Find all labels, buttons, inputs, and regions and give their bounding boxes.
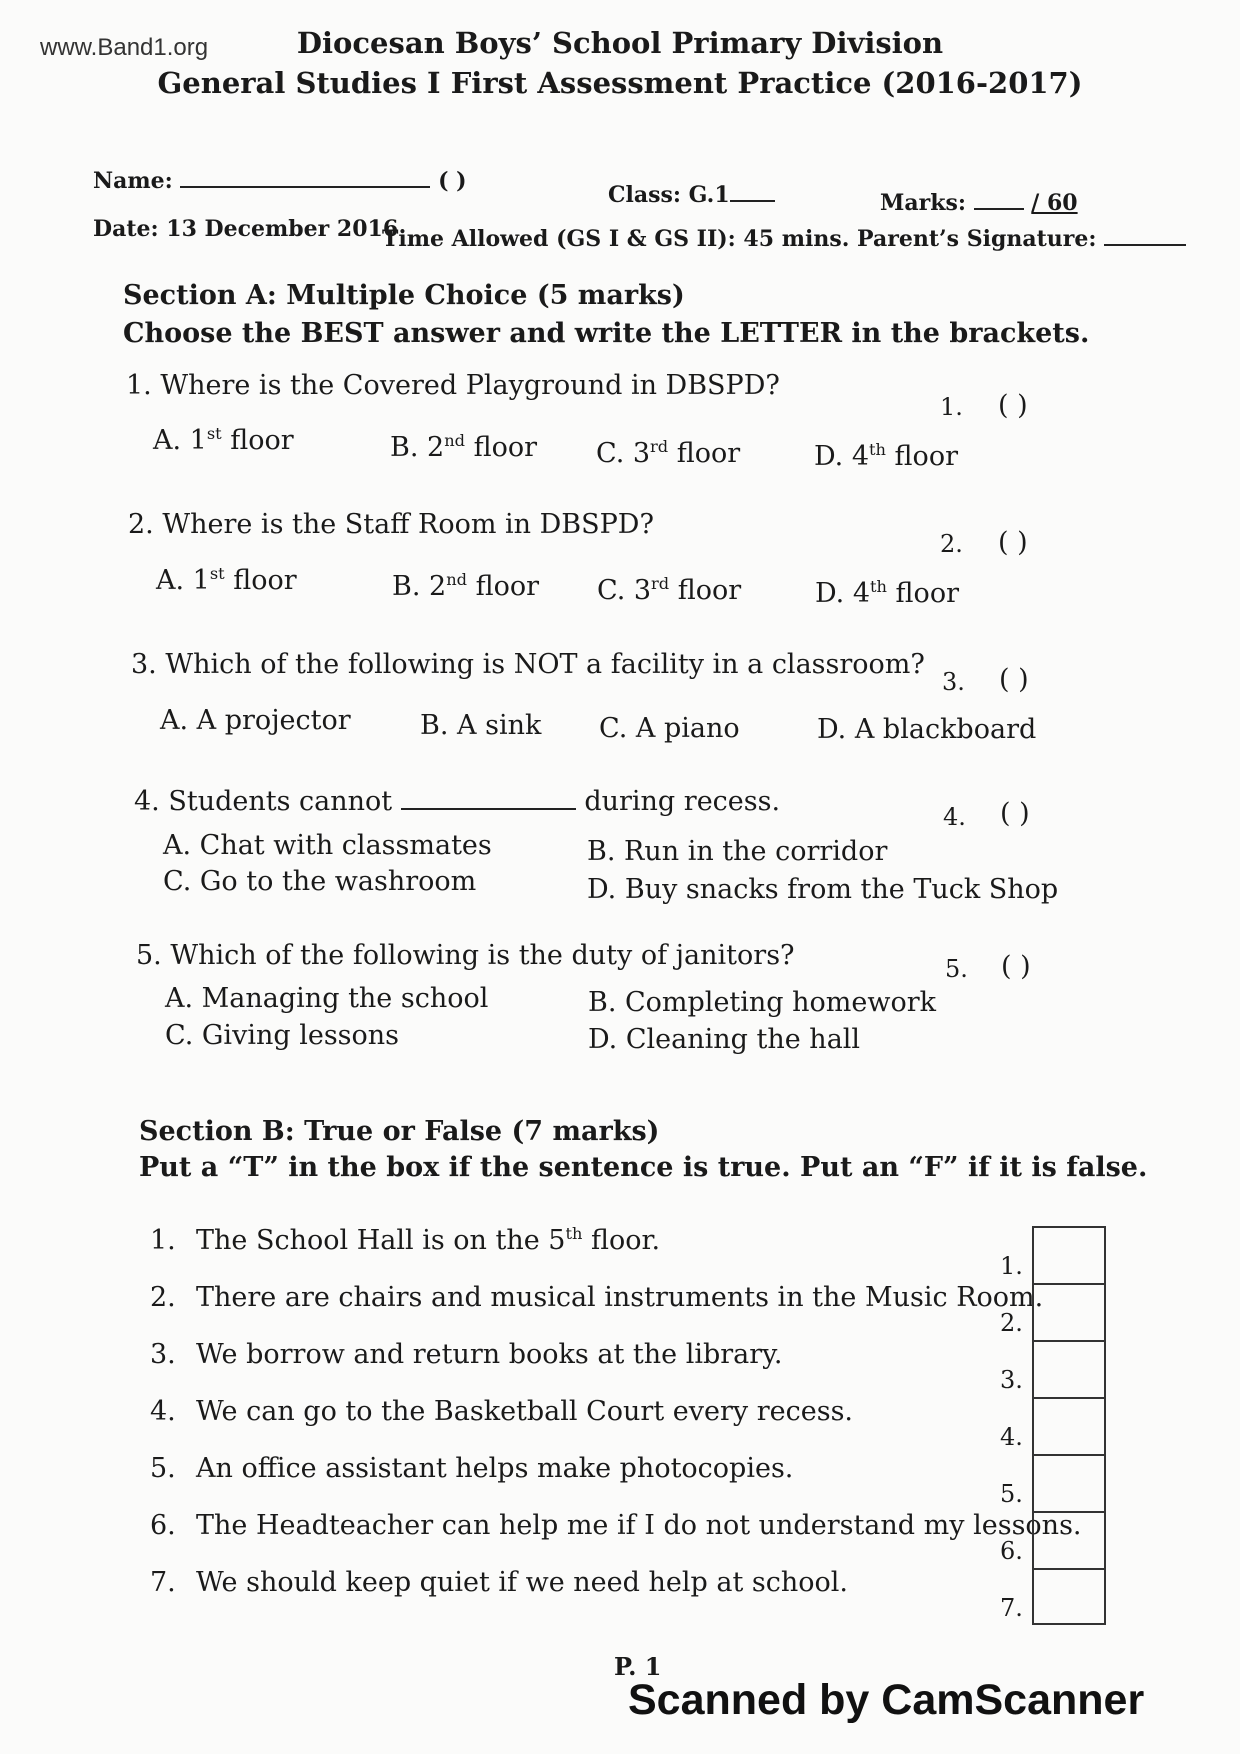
- question-4: 4. Students cannot during recess.: [134, 786, 781, 817]
- tf-item-1: 1. The School Hall is on the 5th floor.: [150, 1224, 661, 1256]
- name-label: Name:: [93, 168, 173, 194]
- box-number-2: 2.: [1000, 1309, 1023, 1337]
- q5-option-a: A. Managing the school: [165, 983, 489, 1014]
- tf-item-2: 2. There are chairs and musical instruments in the Music Room.: [150, 1282, 1044, 1313]
- question-3: 3. Which of the following is NOT a facility in a classroom?: [131, 649, 925, 680]
- answer-bracket-3[interactable]: ( ): [999, 664, 1029, 695]
- box-number-7: 7.: [1000, 1594, 1023, 1622]
- answer-number-1: 1.: [940, 393, 963, 421]
- section-a-title: Section A: Multiple Choice (5 marks): [123, 280, 685, 311]
- q4-blank[interactable]: [401, 808, 576, 810]
- question-2: 2. Where is the Staff Room in DBSPD?: [128, 509, 654, 540]
- tf-answer-box-4[interactable]: [1032, 1397, 1106, 1454]
- signature-blank[interactable]: [1104, 244, 1186, 246]
- marks-blank[interactable]: [974, 208, 1024, 210]
- question-1: 1. Where is the Covered Playground in DBSPD?: [126, 370, 780, 401]
- signature-label: Parent’s Signature:: [857, 226, 1097, 252]
- tf-item-6: 6. The Headteacher can help me if I do not understand my lessons.: [150, 1510, 1082, 1541]
- tf-answer-box-1[interactable]: [1032, 1226, 1106, 1283]
- school-name: Diocesan Boys’ School Primary Division: [296, 26, 944, 60]
- box-number-6: 6.: [1000, 1537, 1023, 1565]
- answer-bracket-5[interactable]: ( ): [1001, 951, 1031, 982]
- q5-option-b: B. Completing homework: [588, 987, 937, 1018]
- tf-answer-box-2[interactable]: [1032, 1283, 1106, 1340]
- marks-label: Marks:: [880, 190, 966, 216]
- q5-option-c: C. Giving lessons: [165, 1020, 400, 1051]
- name-class-number[interactable]: ( ): [438, 168, 467, 194]
- section-b-instruction: Put a “T” in the box if the sentence is true. Put an “F” if it is false.: [139, 1152, 1148, 1183]
- q4-option-d: D. Buy snacks from the Tuck Shop: [587, 874, 1059, 905]
- answer-number-4: 4.: [943, 803, 966, 831]
- class-label: Class: G.1: [608, 182, 730, 208]
- box-number-1: 1.: [1000, 1252, 1023, 1280]
- q2-option-a: A. 1st floor: [156, 564, 297, 596]
- q2-option-c: C. 3rd floor: [597, 574, 742, 606]
- q3-option-d: D. A blackboard: [817, 714, 1037, 745]
- section-a-instruction: Choose the BEST answer and write the LETTER in the brackets.: [123, 318, 1090, 349]
- tf-item-5: 5. An office assistant helps make photocopies.: [150, 1453, 794, 1484]
- time-signature-row: [382, 226, 1186, 252]
- section-b-title: Section B: True or False (7 marks): [139, 1116, 660, 1147]
- assessment-title: General Studies I First Assessment Practice (2016-2017): [157, 66, 1083, 100]
- marks-total: / 60: [1031, 190, 1078, 216]
- date-label: Date: 13 December 2016: [93, 216, 399, 242]
- q4-option-c: C. Go to the washroom: [163, 866, 477, 897]
- answer-bracket-2[interactable]: ( ): [998, 527, 1028, 558]
- box-number-4: 4.: [1000, 1423, 1023, 1451]
- q1-option-d: D. 4th floor: [814, 440, 958, 472]
- tf-item-4: 4. We can go to the Basketball Court every recess.: [150, 1396, 854, 1427]
- name-blank[interactable]: [180, 186, 430, 188]
- class-field: [608, 182, 775, 208]
- page-number: P. 1: [614, 1652, 662, 1681]
- time-allowed: Time Allowed (GS I & GS II): 45 mins.: [382, 226, 850, 252]
- marks-field: [880, 190, 1078, 216]
- tf-answer-box-5[interactable]: [1032, 1454, 1106, 1511]
- tf-answer-box-6[interactable]: [1032, 1511, 1106, 1568]
- question-5: 5. Which of the following is the duty of janitors?: [136, 940, 795, 971]
- box-number-5: 5.: [1000, 1480, 1023, 1508]
- tf-answer-box-3[interactable]: [1032, 1340, 1106, 1397]
- q3-option-a: A. A projector: [160, 705, 351, 736]
- q1-option-c: C. 3rd floor: [596, 437, 741, 469]
- q3-option-b: B. A sink: [420, 710, 542, 741]
- q1-option-a: A. 1st floor: [153, 424, 294, 456]
- q2-option-b: B. 2nd floor: [392, 570, 539, 602]
- q1-option-b: B. 2nd floor: [390, 431, 537, 463]
- tf-item-3: 3. We borrow and return books at the library.: [150, 1339, 783, 1370]
- q4-option-a: A. Chat with classmates: [163, 830, 492, 861]
- q3-option-c: C. A piano: [599, 713, 740, 744]
- q4-option-b: B. Run in the corridor: [587, 836, 888, 867]
- answer-bracket-4[interactable]: ( ): [1000, 798, 1030, 829]
- answer-bracket-1[interactable]: ( ): [998, 390, 1028, 421]
- answer-number-3: 3.: [942, 668, 965, 696]
- answer-number-5: 5.: [945, 955, 968, 983]
- name-field: [93, 168, 467, 194]
- class-blank[interactable]: [730, 200, 775, 202]
- tf-item-7: 7. We should keep quiet if we need help at school.: [150, 1567, 848, 1598]
- answer-number-2: 2.: [940, 530, 963, 558]
- camscanner-label: Scanned by CamScanner: [628, 1676, 1145, 1724]
- watermark-text: www.Band1.org: [40, 34, 209, 61]
- tf-answer-box-7[interactable]: [1032, 1568, 1106, 1625]
- box-number-3: 3.: [1000, 1366, 1023, 1394]
- q2-option-d: D. 4th floor: [815, 577, 959, 609]
- q5-option-d: D. Cleaning the hall: [588, 1024, 861, 1055]
